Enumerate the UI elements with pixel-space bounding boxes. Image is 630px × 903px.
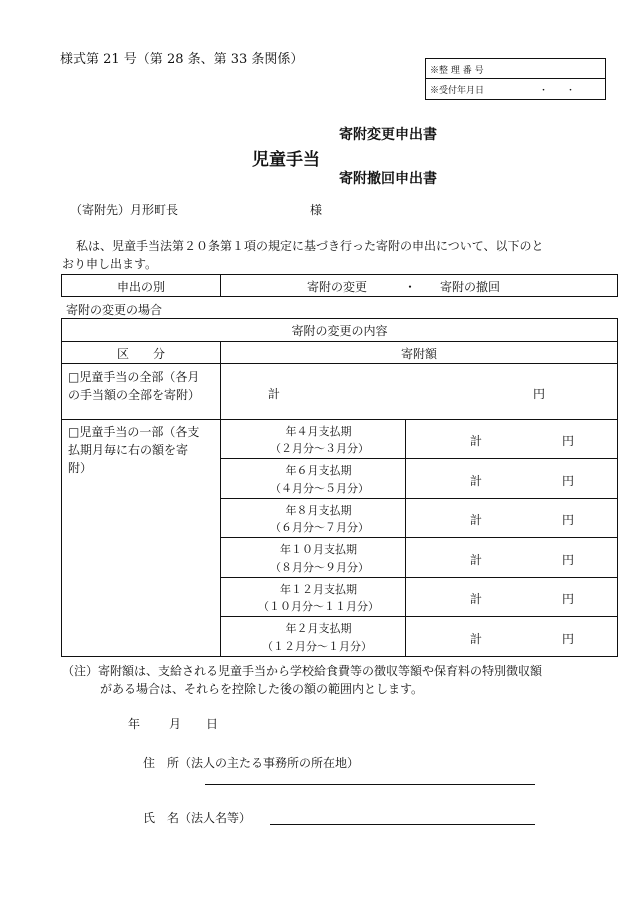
option-withdraw[interactable]: 寄附の撤回 [440, 280, 501, 294]
office-use-box [425, 58, 606, 100]
intro-line1: 私は、児童手当法第２０条第１項の規定に基づき行った寄附の申出について、以下のと [76, 239, 544, 253]
addressee-label: （寄附先）月形町長 [70, 203, 179, 217]
addressee-honorific: 様 [310, 203, 323, 217]
all-yen-label: 円 [533, 387, 546, 401]
period-yen-label: 円 [562, 632, 575, 646]
option-change[interactable]: 寄附の変更 [307, 280, 368, 294]
period-total-label: 計 [470, 474, 483, 488]
period-yen-label: 円 [562, 553, 575, 567]
period-range: （８月分～９月分） [270, 561, 369, 574]
name-field[interactable] [270, 824, 535, 825]
date-day: 日 [206, 717, 219, 731]
period-label: 年２月支払期 [285, 622, 352, 635]
period-label: 年４月支払期 [285, 425, 352, 438]
period-range: （２月分～３月分） [270, 442, 369, 455]
period-yen-label: 円 [562, 513, 575, 527]
received-date-label: ※受付年月日 [430, 86, 485, 96]
date-month: 月 [169, 717, 182, 731]
title-withdraw: 寄附撤回申出書 [339, 171, 437, 187]
request-type-table [61, 274, 618, 297]
request-type-label: 申出の別 [116, 280, 165, 294]
period-total-label: 計 [470, 513, 483, 527]
period-range: （４月分～５月分） [270, 482, 369, 495]
all-option-line1[interactable]: □児童手当の全部（各月 [68, 370, 200, 384]
period-total-label: 計 [470, 632, 483, 646]
title-main: 児童手当 [252, 150, 320, 170]
all-total-label: 計 [268, 387, 281, 401]
period-label: 年１０月支払期 [280, 543, 357, 556]
option-separator: ・ [404, 280, 417, 294]
period-yen-label: 円 [562, 592, 575, 606]
period-total-label: 計 [470, 592, 483, 606]
note-line1: （注）寄附額は、支給される児童手当から学校給食費等の徴収等額や保育料の特別徴収額 [62, 664, 543, 678]
period-range: （１０月分～１１月分） [258, 600, 379, 613]
period-label: 年８月支払期 [285, 504, 352, 517]
part-option-line3: 附） [68, 461, 93, 475]
period-yen-label: 円 [562, 434, 575, 448]
note-line2: がある場合は、それらを控除した後の額の範囲内とします。 [100, 682, 424, 696]
all-option-line2: の手当額の全部を寄附） [68, 388, 201, 402]
part-option-line2: 払期月毎に右の額を寄 [68, 443, 189, 457]
received-date-dots: ・ ・ [539, 86, 576, 96]
name-label: 氏 名（法人名等） [143, 811, 252, 825]
change-table [61, 318, 618, 657]
period-range: （１２月分～１月分） [262, 640, 372, 653]
column-amount: 寄附額 [400, 347, 437, 361]
address-label: 住 所（法人の主たる事務所の所在地） [143, 756, 360, 770]
period-label: 年６月支払期 [285, 464, 352, 477]
period-yen-label: 円 [562, 474, 575, 488]
period-label: 年１２月支払期 [280, 583, 357, 596]
address-field[interactable] [205, 784, 535, 785]
form-number: 様式第 21 号（第 28 条、第 33 条関係） [60, 52, 304, 67]
change-section-title: 寄附の変更の場合 [66, 303, 163, 317]
period-total-label: 計 [470, 553, 483, 567]
title-change: 寄附変更申出書 [339, 127, 437, 143]
period-total-label: 計 [470, 434, 483, 448]
period-range: （６月分～７月分） [270, 521, 369, 534]
part-option-line1[interactable]: □児童手当の一部（各支 [68, 425, 200, 439]
column-category: 区 分 [116, 347, 165, 361]
office-number-label: ※整 理 番 号 [430, 66, 484, 76]
date-year: 年 [128, 717, 141, 731]
change-table-header: 寄附の変更の内容 [291, 324, 388, 338]
intro-line2: おり申し出ます。 [62, 257, 158, 271]
